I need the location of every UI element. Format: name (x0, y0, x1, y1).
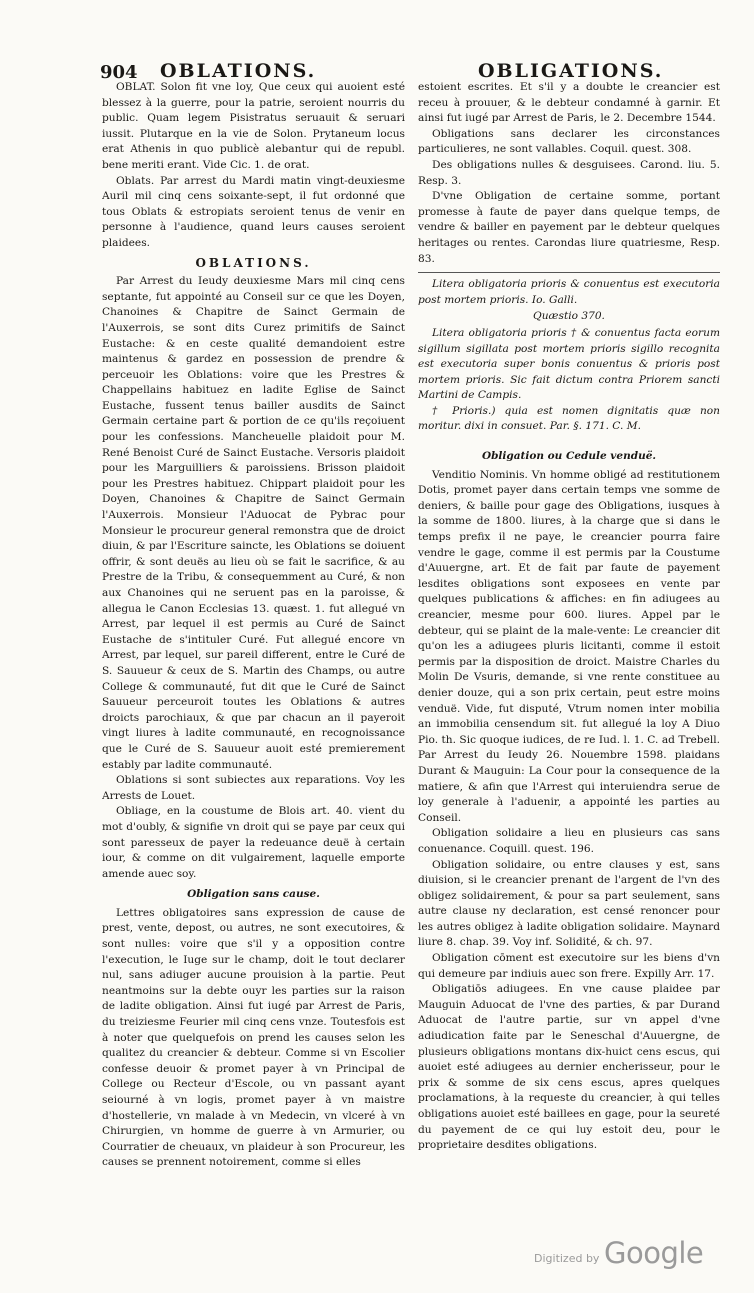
paragraph-reparations: Oblations si sont subiectes aux reparations. Voy les Arrests de Louet. (102, 774, 405, 802)
paragraph-nulles: Des obligations nulles & desguisees. Carond. liu. 5. Resp. 3. (418, 158, 720, 187)
running-head-right: OBLIGATIONS. (478, 60, 664, 82)
paragraph-solidaire-division: Obligation solidaire, ou entre clauses y est, sans diuision, si le creancier prenant de l'argent de l'vn des obligez solidairement, & pour sa part seulement, sans autre clause ny declaration, est censé renoncer pour les autres obligez à ladite obligation solidaire. Maynard liure 8. chap. 39. Voy inf. Solidité, & ch. 97. (418, 858, 720, 949)
paragraph-solidaire-cas: Obligation solidaire a lieu en plusieurs cas sans conuenance. Coquill. quest. 196. (418, 827, 720, 855)
subheading-obligation-sans-cause: Obligation sans cause. (187, 888, 320, 901)
left-column (102, 80, 405, 1175)
paragraph-executoire-biens: Obligation cōment est executoire sur les biens d'vn qui demeure par indiuis auec son frere. Expilly Arr. 17. (418, 952, 720, 980)
paragraph-lettres-obligatoires: Lettres obligatoires sans expression de cause de prest, vente, depost, ou autres, ne sont executoires, & sont nulles: voire que s'il y a opposition contre l'execution, le Iuge sur le champ, doit le tout declarer nul, sans adiuger aucune prouision à la partie. Peut neantmoins sur la debte ouyr les parties sur la raison de ladite obligation. Ainsi fut iugé par Arrest de Paris, du treiziesme Feurier mil cinq cens vnze. Toutesfois est à noter que quelquefois on prend les causes selon les qualitez du creancier & debteur. Comme si vn Escolier confesse deuoir & promet payer à vn Principal de College ou Recteur d'Escole, ou vn passant ayant seiourné à vn logis, promet payer à vn maistre d'hostellerie, vn malade à vn Medecin, vn vlceré à vn Chirurgien, vn homme de guerre à vn Armurier, ou Courratier de cheuaux, vn plaideur à son Procureur, les causes se prennent notoirement, comme si elles (102, 906, 405, 1169)
google-watermark (534, 1234, 704, 1274)
subheading-cedule-vendue: Obligation ou Cedule venduë. (481, 450, 657, 463)
divider-rule (418, 272, 720, 273)
running-head-left: OBLATIONS. (160, 60, 317, 82)
paragraph-obligations-adiugees: Obligatiōs adiugees. En vne cause plaidee par Mauguin Aduocat de l'vne des parties, & par Durand Aduocat de l'autre partie, sur vn appel d'vne adiudication faite par le Seneschal d'Auuergne, de plusieurs obligations montans dix-huict cens escus, qui auoiet esté adiugees au dernier encherisseur, pour le prix & somme de six cens escus, apres quelques proclamations, à la requeste du creancier, à qui telles obligations auoiet esté baillees en gage, pour la seureté du payement de ce qui luy estoit deu, pour le proprietaire desdites obligations. (418, 983, 720, 1152)
paragraph-arrest-oblations: Par Arrest du Ieudy deuxiesme Mars mil cinq cens septante, fut appointé au Conseil sur ce que les Doyen, Chanoines & Chapitre de Sainct Germain de l'Auxerrois, se sont dits Curez primitifs de Sainct Eustache: & en ceste qualité demandoient estre maintenus & gardez en possession de prendre & perceuoir les Oblations: voire que les Prestres & Chappellains habituez en ladite Eglise de Sainct Eustache, fussent tenus bailler ausdits de Sainct Germain certaine part & portion de ce qu'ils reçoiuent pour les confessions. Mancheuelle plaidoit pour M. René Benoist Curé de Sainct Eustache. Versoris plaidoit pour les Marguilliers & paroissiens. Brisson plaidoit pour les Prestres habituez. Chippart plaidoit pour les Doyen, Chanoines & Chapitre de Sainct Germain l'Auxerrois. Monsieur l'Aduocat de Pybrac pour Monsieur le procureur general remonstra que de droict diuin, & par l'Escriture saincte, les Oblations se doiuent offrir, & sont deuës au lieu où se fait le sacrifice, & au Prestre de la Tribu, & consequemment au Curé, & non aux Chanoines qui ne seruent pas en la paroisse, & allegua le Canon Ecclesias 13. quæst. 1. fut allegué vn Arrest, par lequel il est permis au Curé de Sainct Eustache de s'intituler Curé. Fut allegué encore vn Arrest, par lequel, sur pareil different, entre le Curé de S. Sauueur & ceux de S. Martin des Champs, ou autre College & communauté, fut dit que le Curé de Sainct Sauueur perceuroit toutes les Oblations & autres droicts parochiaux, & que par chacun an il payeroit vingt liures à ladite communauté, en recognoissance que le Curé de S. Sauueur auoit esté premierement estably par ladite communauté. (102, 275, 405, 771)
paragraph-litera-obligatoria: Litera obligatoria prioris & conuentus est executoria post mortem prioris. Io. Galli. (418, 278, 720, 306)
section-heading-oblations: OBLATIONS. (195, 255, 312, 270)
page-number: 904 (100, 62, 138, 83)
paragraph-continuation: estoient escrites. Et s'il y a doubte le creancier est receu à prouuer, & le debteur condamné à garnir. Et ainsi fut iugé par Arrest de Paris, le 2. Decembre 1544. (418, 81, 720, 125)
paragraph-note-prioris: † Prioris.) quia est nomen dignitatis quæ non moritur. dixi in consuet. Par. §. 171. C. M. (418, 404, 720, 433)
paragraph-certaine-somme: D'vne Obligation de certaine somme, portant promesse à faute de payer dans quelque temps, de vendre & bailler en payement par le debteur quelques heritages ou rentes. Carondas liure quatriesme, Resp. 83. (418, 190, 720, 265)
right-column (418, 80, 720, 1175)
paragraph-oblats: Oblats. Par arrest du Mardi matin vingt-deuxiesme Auril mil cinq cens soixante-sept, il fut ordonné que tous Oblats & estropiats seroient tenus de venir en personne à l'audience, quand leurs causes seroient plaidees. (102, 174, 405, 249)
google-logo: Google (604, 1236, 704, 1270)
paragraph-oblat: OBLAT. Solon fit vne loy, Que ceux qui auoient esté blessez à la guerre, pour la patrie, seroient nourris du public. Quam legem Pisistratus seruauit & seruari iussit. Plutarque en la vie de Solon. Prytaneum locus erat Athenis in quo publicè alebantur qui de republ. bene meriti erant. Vide Cic. 1. de orat. (102, 81, 405, 171)
digitized-by-label: Digitized by (534, 1252, 600, 1265)
paragraph-litera-text: Litera obligatoria prioris † & conuentus facta eorum sigillum sigillata post mortem prioris sigillo recognita est executoria super bonis conuentus & prioris post mortem prioris. Sic fait dictum contra Priorem sancti Martini de Campis. (418, 326, 720, 402)
paragraph-venditio-nominis: Venditio Nominis. Vn homme obligé ad restitutionem Dotis, promet payer dans certain temps vne somme de deniers, & baille pour gage des Obligations, iusques à la somme de 1800. liures, à la charge que si dans le temps prefix il ne paye, le creancier pourra faire vendre le gage, comme il est permis par la Coustume d'Auuergne, art. Et de fait par faute de payement lesdites obligations sont exposees en vente par quelques publications & affiches: en fin adiugees au creancier, mesme pour 600. liures. Appel par le debteur, qui se plaint de la male-vente: Le creancier dit qu'on les a adiugees pluris licitanti, comme il estoit permis par la disposition de droict. Maistre Charles du Molin De Vsuris, demande, si vne rente constituee au denier douze, qui a son prix certain, peut estre moins venduë. Vide, fut disputé, Vtrum nomen inter mobilia an immobilia censendum sit. fut allegué la loy A Diuo Pio. th. Sic quoque iudices, de re Iud. l. 1. C. ad Trebell. Par Arrest du Ieudy 26. Nouembre 1598. plaidans Durant & Mauguin: La Cour pour la consequence de la matiere, & afin que l'Arrest qui interuiendra serue de loy generale à l'aduenir, a appointé les parties au Conseil. (418, 468, 720, 824)
paragraph-circonstances: Obligations sans declarer les circonstances particulieres, ne sont vallables. Coquil. quest. 308. (418, 127, 720, 156)
quaestio-number: Quæstio 370. (533, 310, 605, 323)
paragraph-obliage: Obliage, en la coustume de Blois art. 40. vient du mot d'oubly, & signifie vn droit qui se paye par ceux qui sont paresseux de payer la redeuance deuë à certain iour, & comme on dit vulgairement, laquelle emporte amende auec soy. (102, 805, 405, 880)
